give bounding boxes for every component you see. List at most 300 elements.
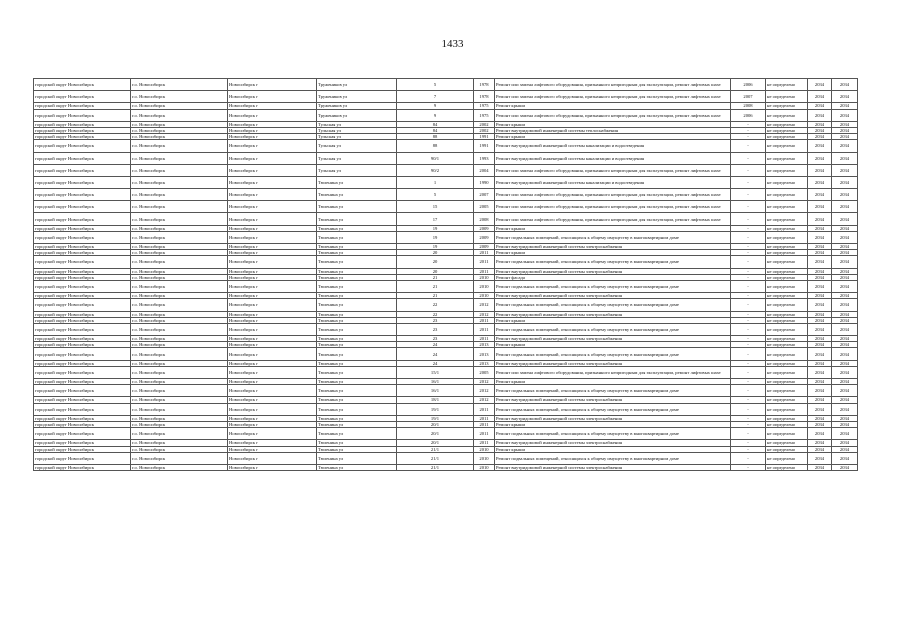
- cell-okrug: городской округ Новосибирск: [34, 79, 131, 91]
- cell-cost: -: [731, 225, 766, 231]
- cell-municipality: г.о. Новосибирск: [131, 274, 228, 280]
- cell-year: 2011: [474, 323, 495, 335]
- cell-work: Ремонт внутридомовой инженерной системы электроснабжения: [495, 293, 731, 299]
- cell-city: Новосибирск г: [228, 152, 317, 164]
- cell-okrug: городской округ Новосибирск: [34, 366, 131, 378]
- cell-city: Новосибирск г: [228, 446, 317, 452]
- cell-house: 21: [397, 274, 474, 280]
- cell-municipality: г.о. Новосибирск: [131, 164, 228, 176]
- cell-year_from: 2034: [808, 268, 832, 274]
- cell-status: не определено: [766, 79, 808, 91]
- cell-city: Новосибирск г: [228, 464, 317, 470]
- cell-house: 22: [397, 311, 474, 317]
- cell-municipality: г.о. Новосибирск: [131, 256, 228, 268]
- cell-year_from: 2034: [808, 385, 832, 397]
- table-row: [34, 79, 858, 91]
- cell-street: Тюленина ул: [317, 440, 397, 446]
- cell-municipality: г.о. Новосибирск: [131, 464, 228, 470]
- cell-year: 2011: [474, 256, 495, 268]
- cell-year: 1990: [474, 176, 495, 188]
- cell-okrug: городской округ Новосибирск: [34, 250, 131, 256]
- cell-work: Ремонт внутридомовой инженерной системы электроснабжения: [495, 464, 731, 470]
- cell-okrug: городской округ Новосибирск: [34, 225, 131, 231]
- cell-municipality: г.о. Новосибирск: [131, 225, 228, 231]
- cell-city: Новосибирск г: [228, 140, 317, 152]
- table-row: [34, 91, 858, 103]
- cell-year: 2010: [474, 280, 495, 292]
- cell-year_from: 2034: [808, 274, 832, 280]
- cell-okrug: городской округ Новосибирск: [34, 244, 131, 250]
- cell-work: Ремонт внутридомовой инженерной системы электроснабжения: [495, 244, 731, 250]
- cell-house: 9: [397, 103, 474, 109]
- cell-year_to: 2034: [832, 464, 858, 470]
- cell-house: 84: [397, 121, 474, 127]
- cell-municipality: г.о. Новосибирск: [131, 250, 228, 256]
- cell-status: не определено: [766, 250, 808, 256]
- cell-status: не определено: [766, 323, 808, 335]
- cell-year_to: 2034: [832, 121, 858, 127]
- cell-year_from: 2034: [808, 201, 832, 213]
- cell-status: не определено: [766, 231, 808, 243]
- cell-municipality: г.о. Новосибирск: [131, 244, 228, 250]
- table-row: [34, 403, 858, 415]
- cell-status: не определено: [766, 293, 808, 299]
- cell-street: Тульская ул: [317, 152, 397, 164]
- cell-work: Ремонт крыши: [495, 121, 731, 127]
- cell-okrug: городской округ Новосибирск: [34, 360, 131, 366]
- cell-year: 2011: [474, 317, 495, 323]
- cell-cost: -: [731, 127, 766, 133]
- cell-city: Новосибирск г: [228, 250, 317, 256]
- cell-year_to: 2034: [832, 293, 858, 299]
- cell-house: 19/1: [397, 403, 474, 415]
- cell-street: Тюленина ул: [317, 452, 397, 464]
- cell-work: Ремонт подвальных помещений, относящихся к общему имуществу в многоквартирном доме: [495, 452, 731, 464]
- cell-city: Новосибирск г: [228, 127, 317, 133]
- cell-status: не определено: [766, 103, 808, 109]
- cell-year_to: 2034: [832, 268, 858, 274]
- capital-repair-table: [33, 78, 858, 471]
- cell-year_from: 2034: [808, 134, 832, 140]
- cell-cost: -: [731, 366, 766, 378]
- cell-house: 23: [397, 323, 474, 335]
- cell-year_from: 2034: [808, 440, 832, 446]
- cell-year: 2012: [474, 311, 495, 317]
- cell-work: Ремонт внутридомовой инженерной системы электроснабжения: [495, 311, 731, 317]
- cell-year_to: 2034: [832, 152, 858, 164]
- cell-street: Тюленина ул: [317, 317, 397, 323]
- cell-municipality: г.о. Новосибирск: [131, 379, 228, 385]
- table-body: [34, 79, 858, 471]
- cell-status: не определено: [766, 403, 808, 415]
- cell-municipality: г.о. Новосибирск: [131, 323, 228, 335]
- cell-municipality: г.о. Новосибирск: [131, 446, 228, 452]
- cell-year_to: 2034: [832, 244, 858, 250]
- cell-okrug: городской округ Новосибирск: [34, 464, 131, 470]
- cell-city: Новосибирск г: [228, 421, 317, 427]
- cell-year_from: 2034: [808, 336, 832, 342]
- cell-okrug: городской округ Новосибирск: [34, 397, 131, 403]
- cell-year: 2009: [474, 225, 495, 231]
- cell-municipality: г.о. Новосибирск: [131, 440, 228, 446]
- cell-status: не определено: [766, 421, 808, 427]
- cell-municipality: г.о. Новосибирск: [131, 127, 228, 133]
- cell-cost: -: [731, 268, 766, 274]
- cell-city: Новосибирск г: [228, 452, 317, 464]
- cell-municipality: г.о. Новосибирск: [131, 79, 228, 91]
- cell-house: 19: [397, 244, 474, 250]
- cell-work: Ремонт крыши: [495, 379, 731, 385]
- cell-year_to: 2034: [832, 317, 858, 323]
- cell-house: 90/2: [397, 164, 474, 176]
- cell-city: Новосибирск г: [228, 348, 317, 360]
- cell-year_from: 2034: [808, 366, 832, 378]
- cell-okrug: городской округ Новосибирск: [34, 385, 131, 397]
- cell-cost: -: [731, 317, 766, 323]
- cell-cost: -: [731, 299, 766, 311]
- cell-year_from: 2034: [808, 280, 832, 292]
- cell-status: не определено: [766, 201, 808, 213]
- cell-city: Новосибирск г: [228, 280, 317, 292]
- cell-house: 21/1: [397, 446, 474, 452]
- cell-house: 23: [397, 336, 474, 342]
- cell-work: Ремонт фасада: [495, 274, 731, 280]
- cell-house: 88: [397, 140, 474, 152]
- cell-year_to: 2034: [832, 213, 858, 225]
- cell-year: 1975: [474, 103, 495, 109]
- cell-house: 24: [397, 360, 474, 366]
- cell-year: 1978: [474, 79, 495, 91]
- cell-status: не определено: [766, 189, 808, 201]
- cell-year_to: 2034: [832, 109, 858, 121]
- cell-work: Ремонт или замена лифтового оборудования, признанного непригодным для эксплуатации, ремонт лифтовых шахт: [495, 79, 731, 91]
- cell-city: Новосибирск г: [228, 379, 317, 385]
- cell-municipality: г.о. Новосибирск: [131, 317, 228, 323]
- cell-city: Новосибирск г: [228, 134, 317, 140]
- cell-house: 21/1: [397, 464, 474, 470]
- cell-city: Новосибирск г: [228, 176, 317, 188]
- cell-house: 7: [397, 91, 474, 103]
- cell-year_from: 2034: [808, 127, 832, 133]
- cell-cost: -: [731, 176, 766, 188]
- cell-house: 16/1: [397, 379, 474, 385]
- cell-status: не определено: [766, 134, 808, 140]
- cell-work: Ремонт крыши: [495, 421, 731, 427]
- cell-house: 5: [397, 189, 474, 201]
- table-row: [34, 213, 858, 225]
- cell-year: 2013: [474, 360, 495, 366]
- cell-municipality: г.о. Новосибирск: [131, 103, 228, 109]
- cell-year_to: 2034: [832, 446, 858, 452]
- cell-street: Тюленина ул: [317, 225, 397, 231]
- cell-house: 20: [397, 256, 474, 268]
- cell-status: не определено: [766, 342, 808, 348]
- cell-year_to: 2034: [832, 403, 858, 415]
- cell-cost: -: [731, 379, 766, 385]
- cell-year: 2010: [474, 452, 495, 464]
- cell-work: Ремонт крыши: [495, 446, 731, 452]
- cell-cost: 2006: [731, 109, 766, 121]
- cell-house: 20: [397, 268, 474, 274]
- cell-street: Тюленина ул: [317, 385, 397, 397]
- cell-cost: -: [731, 256, 766, 268]
- cell-year_to: 2034: [832, 103, 858, 109]
- cell-okrug: городской округ Новосибирск: [34, 231, 131, 243]
- cell-work: Ремонт или замена лифтового оборудования, признанного непригодным для эксплуатации, ремонт лифтовых шахт: [495, 201, 731, 213]
- cell-work: Ремонт подвальных помещений, относящихся к общему имуществу в многоквартирном доме: [495, 348, 731, 360]
- page-number: 1433: [441, 38, 464, 50]
- cell-work: Ремонт подвальных помещений, относящихся к общему имуществу в многоквартирном доме: [495, 428, 731, 440]
- cell-city: Новосибирск г: [228, 201, 317, 213]
- cell-year_from: 2034: [808, 348, 832, 360]
- cell-year_from: 2034: [808, 415, 832, 421]
- table-row: [34, 348, 858, 360]
- cell-street: Тюленина ул: [317, 360, 397, 366]
- cell-work: Ремонт крыши: [495, 250, 731, 256]
- cell-work: Ремонт подвальных помещений, относящихся к общему имуществу в многоквартирном доме: [495, 280, 731, 292]
- cell-street: Тюленина ул: [317, 189, 397, 201]
- cell-street: Тюленина ул: [317, 342, 397, 348]
- cell-work: Ремонт подвальных помещений, относящихся к общему имуществу в многоквартирном доме: [495, 385, 731, 397]
- cell-status: не определено: [766, 311, 808, 317]
- cell-cost: -: [731, 134, 766, 140]
- cell-house: 19/1: [397, 415, 474, 421]
- cell-status: не определено: [766, 244, 808, 250]
- cell-municipality: г.о. Новосибирск: [131, 348, 228, 360]
- cell-cost: -: [731, 385, 766, 397]
- cell-city: Новосибирск г: [228, 397, 317, 403]
- cell-year: 2009: [474, 244, 495, 250]
- cell-status: не определено: [766, 109, 808, 121]
- cell-year_from: 2034: [808, 464, 832, 470]
- cell-year_from: 2034: [808, 317, 832, 323]
- cell-year_to: 2034: [832, 440, 858, 446]
- cell-work: Ремонт внутридомовой инженерной системы электроснабжения: [495, 440, 731, 446]
- cell-status: не определено: [766, 268, 808, 274]
- cell-municipality: г.о. Новосибирск: [131, 336, 228, 342]
- cell-cost: -: [731, 121, 766, 127]
- cell-okrug: городской округ Новосибирск: [34, 268, 131, 274]
- cell-status: не определено: [766, 317, 808, 323]
- cell-year_to: 2034: [832, 336, 858, 342]
- cell-street: Тюленина ул: [317, 231, 397, 243]
- cell-municipality: г.о. Новосибирск: [131, 452, 228, 464]
- cell-municipality: г.о. Новосибирск: [131, 293, 228, 299]
- cell-year: 1991: [474, 134, 495, 140]
- cell-work: Ремонт подвальных помещений, относящихся к общему имуществу в многоквартирном доме: [495, 323, 731, 335]
- cell-cost: -: [731, 274, 766, 280]
- cell-work: Ремонт или замена лифтового оборудования, признанного непригодным для эксплуатации, ремонт лифтовых шахт: [495, 366, 731, 378]
- cell-year: 1975: [474, 109, 495, 121]
- cell-street: Тюленина ул: [317, 464, 397, 470]
- cell-municipality: г.о. Новосибирск: [131, 109, 228, 121]
- cell-status: не определено: [766, 464, 808, 470]
- cell-house: 90/1: [397, 152, 474, 164]
- cell-status: не определено: [766, 440, 808, 446]
- cell-okrug: городской округ Новосибирск: [34, 274, 131, 280]
- cell-house: 19: [397, 225, 474, 231]
- cell-municipality: г.о. Новосибирск: [131, 342, 228, 348]
- cell-year_from: 2034: [808, 91, 832, 103]
- cell-okrug: городской округ Новосибирск: [34, 415, 131, 421]
- cell-year_from: 2034: [808, 109, 832, 121]
- table-row: [34, 452, 858, 464]
- cell-street: Тружеников ул: [317, 103, 397, 109]
- cell-year_to: 2034: [832, 256, 858, 268]
- cell-cost: -: [731, 231, 766, 243]
- cell-municipality: г.о. Новосибирск: [131, 268, 228, 274]
- cell-year_to: 2034: [832, 79, 858, 91]
- cell-house: 21: [397, 293, 474, 299]
- cell-house: 15: [397, 201, 474, 213]
- cell-cost: -: [731, 323, 766, 335]
- cell-okrug: городской округ Новосибирск: [34, 91, 131, 103]
- cell-status: не определено: [766, 140, 808, 152]
- cell-okrug: городской округ Новосибирск: [34, 336, 131, 342]
- cell-municipality: г.о. Новосибирск: [131, 231, 228, 243]
- cell-city: Новосибирск г: [228, 311, 317, 317]
- cell-city: Новосибирск г: [228, 256, 317, 268]
- cell-year_from: 2034: [808, 250, 832, 256]
- table-row: [34, 299, 858, 311]
- cell-municipality: г.о. Новосибирск: [131, 403, 228, 415]
- cell-okrug: городской округ Новосибирск: [34, 121, 131, 127]
- cell-street: Тюленина ул: [317, 379, 397, 385]
- cell-municipality: г.о. Новосибирск: [131, 280, 228, 292]
- cell-street: Тюленина ул: [317, 348, 397, 360]
- cell-year_from: 2034: [808, 225, 832, 231]
- cell-year_to: 2034: [832, 225, 858, 231]
- cell-year_from: 2034: [808, 323, 832, 335]
- cell-okrug: городской округ Новосибирск: [34, 127, 131, 133]
- table-row: [34, 176, 858, 188]
- cell-cost: -: [731, 342, 766, 348]
- cell-work: Ремонт внутридомовой инженерной системы электроснабжения: [495, 415, 731, 421]
- cell-okrug: городской округ Новосибирск: [34, 164, 131, 176]
- cell-house: 20/1: [397, 421, 474, 427]
- cell-year_to: 2034: [832, 385, 858, 397]
- cell-year: 2010: [474, 446, 495, 452]
- cell-city: Новосибирск г: [228, 336, 317, 342]
- cell-street: Тульская ул: [317, 134, 397, 140]
- cell-year_to: 2034: [832, 176, 858, 188]
- cell-okrug: городской округ Новосибирск: [34, 134, 131, 140]
- cell-work: Ремонт крыши: [495, 134, 731, 140]
- cell-year_from: 2034: [808, 299, 832, 311]
- cell-okrug: городской округ Новосибирск: [34, 213, 131, 225]
- cell-house: 1: [397, 176, 474, 188]
- cell-year: 2011: [474, 421, 495, 427]
- cell-city: Новосибирск г: [228, 213, 317, 225]
- cell-status: не определено: [766, 176, 808, 188]
- cell-okrug: городской округ Новосибирск: [34, 140, 131, 152]
- cell-municipality: г.о. Новосибирск: [131, 421, 228, 427]
- cell-street: Тюленина ул: [317, 274, 397, 280]
- table-row: [34, 152, 858, 164]
- cell-year_from: 2034: [808, 379, 832, 385]
- cell-status: не определено: [766, 385, 808, 397]
- cell-status: не определено: [766, 336, 808, 342]
- cell-year: 2005: [474, 366, 495, 378]
- cell-year_to: 2034: [832, 127, 858, 133]
- cell-cost: -: [731, 280, 766, 292]
- cell-year: 2011: [474, 403, 495, 415]
- cell-okrug: городской округ Новосибирск: [34, 428, 131, 440]
- cell-city: Новосибирск г: [228, 440, 317, 446]
- cell-year_from: 2034: [808, 342, 832, 348]
- cell-cost: -: [731, 348, 766, 360]
- cell-work: Ремонт или замена лифтового оборудования, признанного непригодным для эксплуатации, ремонт лифтовых шахт: [495, 189, 731, 201]
- cell-cost: -: [731, 464, 766, 470]
- cell-city: Новосибирск г: [228, 121, 317, 127]
- cell-year_to: 2034: [832, 134, 858, 140]
- cell-year: 2013: [474, 342, 495, 348]
- cell-work: Ремонт внутридомовой инженерной системы теплоснабжения: [495, 127, 731, 133]
- cell-house: 20: [397, 250, 474, 256]
- table-row: [34, 464, 858, 470]
- cell-year_to: 2034: [832, 452, 858, 464]
- cell-house: 18/1: [397, 397, 474, 403]
- cell-cost: 2008: [731, 103, 766, 109]
- cell-okrug: городской округ Новосибирск: [34, 109, 131, 121]
- cell-city: Новосибирск г: [228, 299, 317, 311]
- cell-house: 5: [397, 79, 474, 91]
- cell-year: 2009: [474, 231, 495, 243]
- cell-municipality: г.о. Новосибирск: [131, 299, 228, 311]
- cell-okrug: городской округ Новосибирск: [34, 342, 131, 348]
- cell-municipality: г.о. Новосибирск: [131, 152, 228, 164]
- cell-year: 2011: [474, 428, 495, 440]
- cell-okrug: городской округ Новосибирск: [34, 323, 131, 335]
- cell-city: Новосибирск г: [228, 428, 317, 440]
- cell-street: Тружеников ул: [317, 79, 397, 91]
- cell-house: 24: [397, 348, 474, 360]
- cell-cost: -: [731, 415, 766, 421]
- cell-municipality: г.о. Новосибирск: [131, 428, 228, 440]
- cell-year: 2004: [474, 164, 495, 176]
- cell-house: 9: [397, 109, 474, 121]
- cell-year: 2012: [474, 379, 495, 385]
- cell-year_from: 2034: [808, 189, 832, 201]
- cell-city: Новосибирск г: [228, 323, 317, 335]
- table-row: [34, 323, 858, 335]
- cell-year_from: 2034: [808, 176, 832, 188]
- table-row: [34, 201, 858, 213]
- cell-house: 20/1: [397, 428, 474, 440]
- cell-work: Ремонт внутридомовой инженерной системы канализации и водоотведения: [495, 152, 731, 164]
- cell-year_from: 2034: [808, 421, 832, 427]
- cell-municipality: г.о. Новосибирск: [131, 140, 228, 152]
- cell-municipality: г.о. Новосибирск: [131, 134, 228, 140]
- cell-status: не определено: [766, 366, 808, 378]
- cell-house: 84: [397, 127, 474, 133]
- cell-street: Тюленина ул: [317, 366, 397, 378]
- cell-year: 2012: [474, 299, 495, 311]
- cell-year_to: 2034: [832, 311, 858, 317]
- cell-street: Тюленина ул: [317, 311, 397, 317]
- cell-okrug: городской округ Новосибирск: [34, 440, 131, 446]
- cell-year_to: 2034: [832, 164, 858, 176]
- cell-municipality: г.о. Новосибирск: [131, 366, 228, 378]
- cell-work: Ремонт внутридомовой инженерной системы канализации и водоотведения: [495, 176, 731, 188]
- cell-year_from: 2034: [808, 293, 832, 299]
- cell-street: Тюленина ул: [317, 280, 397, 292]
- cell-cost: -: [731, 250, 766, 256]
- cell-city: Новосибирск г: [228, 225, 317, 231]
- cell-okrug: городской округ Новосибирск: [34, 299, 131, 311]
- cell-status: не определено: [766, 415, 808, 421]
- cell-cost: -: [731, 360, 766, 366]
